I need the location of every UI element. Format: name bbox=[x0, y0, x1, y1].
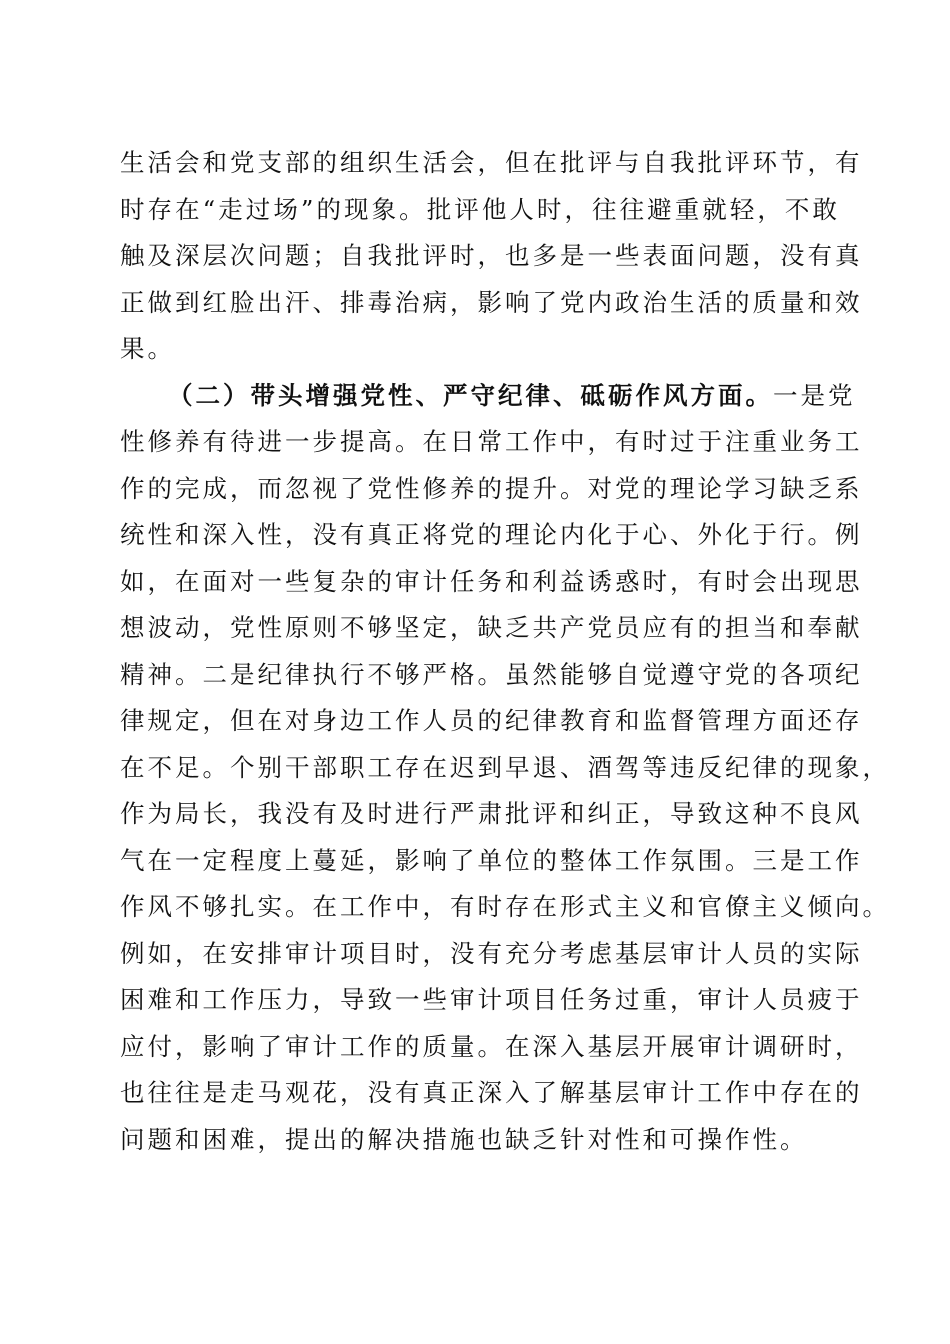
paragraph-line: 果。 bbox=[120, 334, 175, 363]
paragraph-line: 统性和深入性，没有真正将党的理论内化于心、外化于行。例 bbox=[120, 520, 863, 549]
paragraph-line: 应付，影响了审计工作的质量。在深入基层开展审计调研时， bbox=[120, 1032, 863, 1061]
paragraph-line: 律规定，但在对身边工作人员的纪律教育和监督管理方面还存 bbox=[120, 706, 863, 735]
section-first-line-text: 一是党 bbox=[773, 381, 856, 410]
paragraph-line: 在不足。个别干部职工存在迟到早退、酒驾等违反纪律的现象， bbox=[120, 753, 890, 782]
paragraph-line: 精神。二是纪律执行不够严格。虽然能够自觉遵守党的各项纪 bbox=[120, 660, 863, 689]
paragraph-line: 困难和工作压力，导致一些审计项目任务过重，审计人员疲于 bbox=[120, 985, 863, 1014]
paragraph-line: 生活会和党支部的组织生活会，但在批评与自我批评环节，有 bbox=[120, 148, 863, 177]
paragraph-line: 例如，在安排审计项目时，没有充分考虑基层审计人员的实际 bbox=[120, 939, 863, 968]
paragraph-line: 性修养有待进一步提高。在日常工作中，有时过于注重业务工 bbox=[120, 427, 863, 456]
paragraph-line: 想波动，党性原则不够坚定，缺乏共产党员应有的担当和奉献 bbox=[120, 613, 863, 642]
paragraph-line: 作风不够扎实。在工作中，有时存在形式主义和官僚主义倾向。 bbox=[120, 892, 890, 921]
paragraph-line: 正做到红脸出汗、排毒治病，影响了党内政治生活的质量和效 bbox=[120, 288, 863, 317]
paragraph-line: 触及深层次问题；自我批评时，也多是一些表面问题，没有真 bbox=[120, 241, 863, 270]
paragraph-line: 作的完成，而忽视了党性修养的提升。对党的理论学习缺乏系 bbox=[120, 474, 863, 503]
paragraph-line: 时存在“走过场”的现象。批评他人时，往往避重就轻，不敢 bbox=[120, 195, 840, 224]
paragraph-line: 如，在面对一些复杂的审计任务和利益诱惑时，有时会出现思 bbox=[120, 567, 863, 596]
paragraph-line: 问题和困难，提出的解决措施也缺乏针对性和可操作性。 bbox=[120, 1125, 808, 1154]
section-heading: （二）带头增强党性、严守纪律、砥砺作风方面。 bbox=[168, 381, 773, 410]
paragraph-line: 也往往是走马观花，没有真正深入了解基层审计工作中存在的 bbox=[120, 1078, 863, 1107]
section-heading-line bbox=[168, 376, 856, 416]
paragraph-line: 作为局长，我没有及时进行严肃批评和纠正，导致这种不良风 bbox=[120, 799, 863, 828]
paragraph-line: 气在一定程度上蔓延，影响了单位的整体工作氛围。三是工作 bbox=[120, 846, 863, 875]
